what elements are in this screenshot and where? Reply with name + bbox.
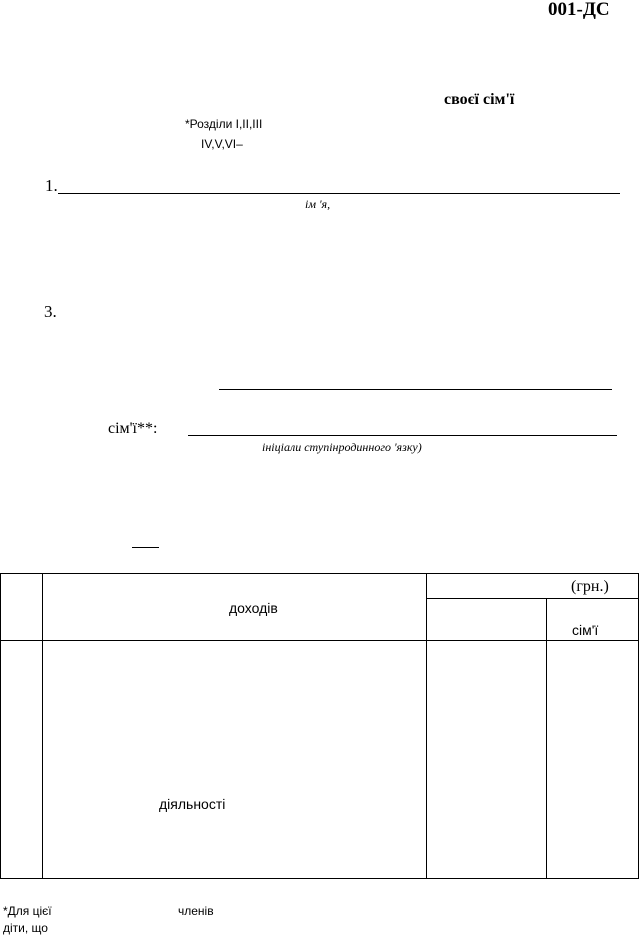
blank-field-line[interactable]	[219, 389, 612, 390]
item1-caption: ім 'я,	[305, 197, 331, 211]
item1-field-line[interactable]	[58, 193, 620, 194]
income-table	[0, 573, 639, 879]
footnote-line2: діти, що	[3, 921, 48, 935]
family-members-field-line[interactable]	[188, 435, 617, 436]
table-subheader-line	[426, 598, 639, 599]
table-divider-col1	[42, 573, 43, 879]
footnote-line1-part2: членів	[178, 904, 214, 918]
item1-number: 1.	[45, 176, 58, 195]
table-header-currency: (грн.)	[571, 578, 609, 595]
table-header-bottom-line	[0, 640, 639, 641]
table-divider-col2	[426, 573, 427, 879]
table-row-activity: діяльності	[159, 796, 226, 812]
form-code: 001-ДС	[548, 0, 610, 20]
short-mark-line	[132, 547, 159, 548]
family-members-label: сім'ї**:	[108, 420, 158, 437]
sections-note-line1: *Розділи І,ІІ,ІІІ	[185, 117, 263, 131]
family-members-caption: ініціали ступінродинного 'язку)	[262, 440, 422, 454]
item3-number: 3.	[44, 302, 57, 321]
sections-note-line2: ІV,V,VІ–	[201, 137, 243, 151]
family-phrase: своєї сім'ї	[444, 91, 515, 108]
table-header-income: доходів	[229, 600, 278, 616]
footnote-line1-part1: *Для цієї	[3, 904, 52, 918]
table-header-family: сім'ї	[572, 622, 599, 638]
